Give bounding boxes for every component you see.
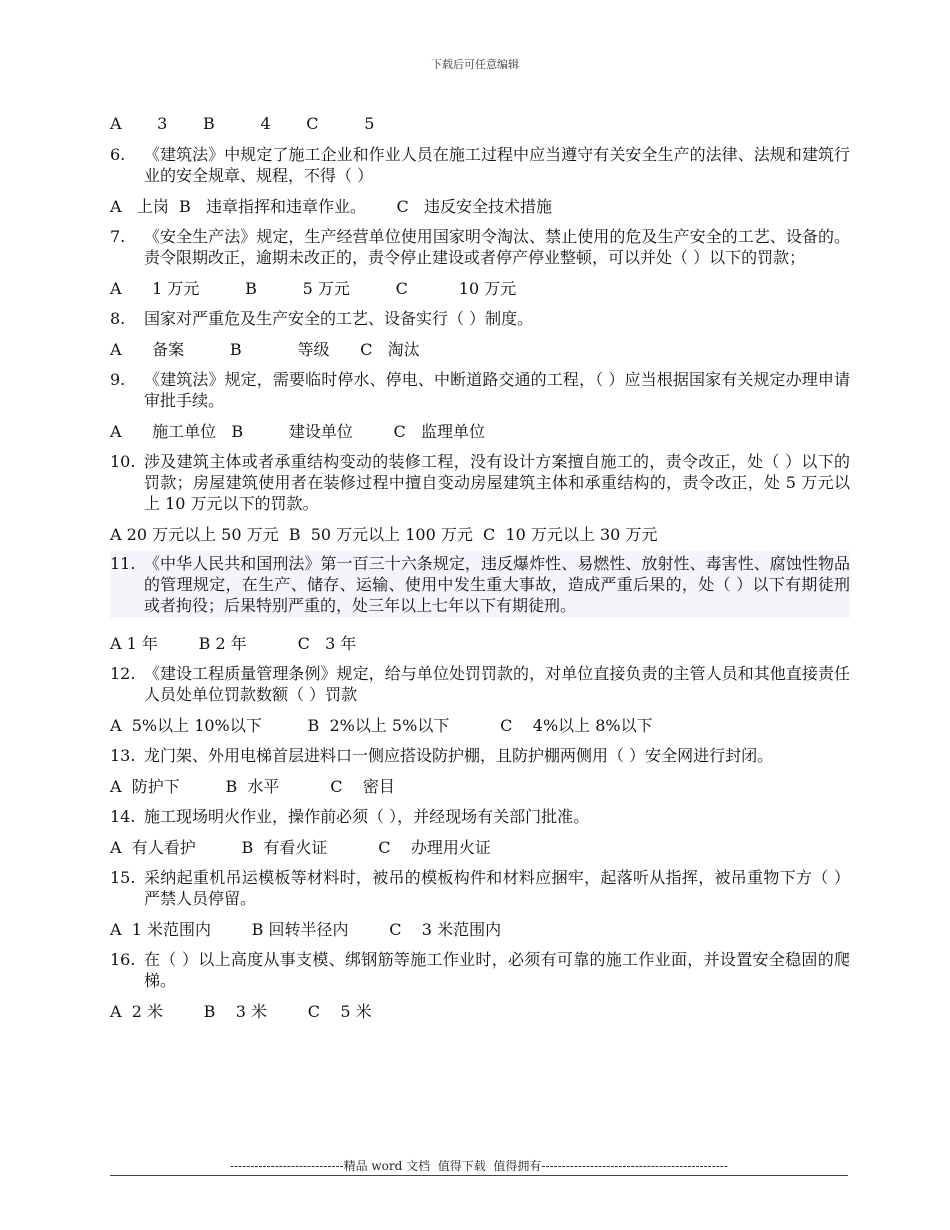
question-number: 12. <box>110 664 136 683</box>
question-text: 在（ ）以上高度从事支模、绑钢筋等施工作业时，必须有可靠的施工作业面，并设置安全稳固的爬梯。 <box>144 950 850 990</box>
question-number: 10. <box>110 452 136 471</box>
question-text: 《建设工程质量管理条例》规定，给与单位处罚罚款的，对单位直接负责的主管人员和其他直接责任人员处单位罚款数额（ ）罚款 <box>144 664 850 704</box>
page-header: 下载后可任意编辑 <box>431 58 519 71</box>
question-number: 8. <box>110 309 126 328</box>
question-text: 《建筑法》规定，需要临时停水、停电、中断道路交通的工程，（ ）应当根据国家有关规定办理申请审批手续。 <box>144 370 850 410</box>
question-7 <box>110 226 850 268</box>
question-text: 施工现场明火作业，操作前必须（ ），并经现场有关部门批准。 <box>144 807 590 826</box>
answer-options: A 20 万元以上 50 万元 B 50 万元以上 100 万元 C 10 万元以上 30 万元 <box>110 525 658 544</box>
question-11 <box>110 551 850 618</box>
answer-options: A 1 米范围内 B 回转半径内 C 3 米范围内 <box>110 920 502 939</box>
question-number: 7. <box>110 227 126 246</box>
question-number: 11. <box>110 554 136 573</box>
question-16 <box>110 949 850 991</box>
answer-options: A 2 米 B 3 米 C 5 米 <box>110 1002 372 1021</box>
question-text: 《安全生产法》规定，生产经营单位使用国家明令淘汰、禁止使用的危及生产安全的工艺、设备的。责令限期改正，逾期未改正的，责令停止建设或者停产停业整顿，可以并处（ ）以下的罚款； <box>144 227 850 267</box>
question-text: 采纳起重机吊运模板等材料时，被吊的模板构件和材料应捆牢，起落听从指挥，被吊重物下方（ ）严禁人员停留。 <box>144 868 850 908</box>
question-text: 涉及建筑主体或者承重结构变动的装修工程，没有设计方案擅自施工的，责令改正，处（ ）以下的罚款；房屋建筑使用者在装修过程中擅自变动房屋建筑主体和承重结构的，责令改正，处 5 万元以上 10 万元以下的罚款。 <box>144 452 850 513</box>
question-number: 13. <box>110 746 136 765</box>
question-text: 《中华人民共和国刑法》第一百三十六条规定，违反爆炸性、易燃性、放射性、毒害性、腐蚀性物品的管理规定，在生产、储存、运输、使用中发生重大事故，造成严重后果的，处（ ）以下有期徒刑或者拘役；后果特别严重的，处三年以上七年以下有期徒刑。 <box>144 554 850 615</box>
answer-options: A 防护下 B 水平 C 密目 <box>110 777 395 796</box>
page-footer: ----------------------------精品 word 文档 值得下载 值得拥有---------------------------------------------- <box>230 1159 728 1173</box>
question-15 <box>110 867 850 909</box>
answer-options: A 施工单位 B 建设单位 C 监理单位 <box>110 422 486 441</box>
answer-options: A 1 年 B 2 年 C 3 年 <box>110 634 357 653</box>
question-number: 6. <box>110 145 126 164</box>
question-13 <box>110 745 850 766</box>
question-14 <box>110 806 850 827</box>
question-number: 14. <box>110 807 136 826</box>
question-9 <box>110 369 850 411</box>
answer-options: A 1 万元 B 5 万元 C 10 万元 <box>110 279 517 298</box>
question-8 <box>110 308 850 329</box>
answer-options: A 备案 B 等级 C 淘汰 <box>110 340 420 359</box>
question-number: 15. <box>110 868 136 887</box>
question-number: 9. <box>110 370 126 389</box>
answer-options: A 3 B 4 C 5 <box>110 114 375 133</box>
question-text: 《建筑法》中规定了施工企业和作业人员在施工过程中应当遵守有关安全生产的法律、法规和建筑行业的安全规章、规程，不得（ ） <box>144 145 850 185</box>
document-body <box>110 113 850 1022</box>
answer-options: A 有人看护 B 有看火证 C 办理用火证 <box>110 838 491 857</box>
question-12 <box>110 663 850 705</box>
question-6 <box>110 144 850 186</box>
question-text: 龙门架、外用电梯首层进料口一侧应搭设防护棚，且防护棚两侧用（ ）安全网进行封闭。 <box>144 746 774 765</box>
question-10 <box>110 451 850 514</box>
question-text: 国家对严重危及生产安全的工艺、设备实行（ ）制度。 <box>144 309 534 328</box>
question-number: 16. <box>110 950 136 969</box>
footer-divider <box>110 1175 848 1176</box>
answer-options: A 5%以上 10%以下 B 2%以上 5%以下 C 4%以上 8%以下 <box>110 716 653 735</box>
answer-options: A 上岗 B 违章指挥和违章作业。 C 违反安全技术措施 <box>110 197 553 216</box>
